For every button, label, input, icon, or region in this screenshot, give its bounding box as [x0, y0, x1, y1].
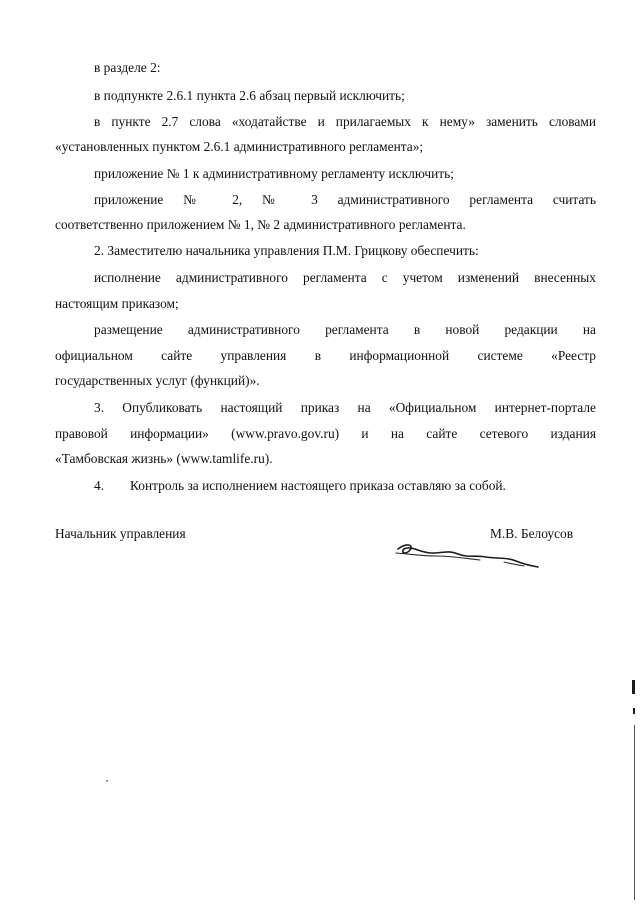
text-line: официальном сайте управления в информационной системе «Реестр — [55, 348, 596, 363]
text-line: государственных услуг (функций)». — [55, 373, 260, 388]
text-line: исполнение административного регламента с учетом изменений внесенных — [94, 270, 596, 285]
text-line: в подпункте 2.6.1 пункта 2.6 абзац первый исключить; — [94, 88, 405, 103]
text-line: в пункте 2.7 слова «ходатайстве и прилагаемых к нему» заменить словами — [94, 114, 596, 129]
text-line: 3. Опубликовать настоящий приказ на «Официальном интернет-портале — [94, 400, 596, 415]
signature-name: М.В. Белоусов — [490, 526, 574, 541]
text-line: 2. Заместителю начальника управления П.М. Грицкову обеспечить: — [94, 243, 479, 258]
text-line: в разделе 2: — [94, 60, 161, 75]
text-line: настоящим приказом; — [55, 296, 179, 311]
text-line: «Тамбовская жизнь» (www.tamlife.ru). — [55, 451, 273, 466]
text-line: размещение административного регламента в новой редакции на — [94, 322, 596, 337]
text-line: Контроль за исполнением настоящего приказа оставляю за собой. — [130, 478, 506, 493]
text-line: правовой информации» (www.pravo.gov.ru) и на сайте сетевого издания — [55, 426, 596, 441]
item-number: 4. — [94, 478, 105, 493]
text-line: соответственно приложением № 1, № 2 административного регламента. — [55, 217, 466, 232]
scan-edge-mark — [634, 725, 635, 900]
scan-edge-mark — [633, 708, 635, 714]
text-line: приложение № 2, № 3 административного регламента считать — [94, 192, 596, 207]
text-line: «установленных пунктом 2.6.1 административного регламента»; — [55, 139, 424, 154]
scan-speck — [106, 780, 108, 782]
signature-position: Начальник управления — [55, 526, 186, 541]
text-line: приложение № 1 к административному регламенту исключить; — [94, 166, 454, 181]
scan-edge-mark — [632, 680, 635, 694]
handwritten-signature — [392, 540, 542, 576]
